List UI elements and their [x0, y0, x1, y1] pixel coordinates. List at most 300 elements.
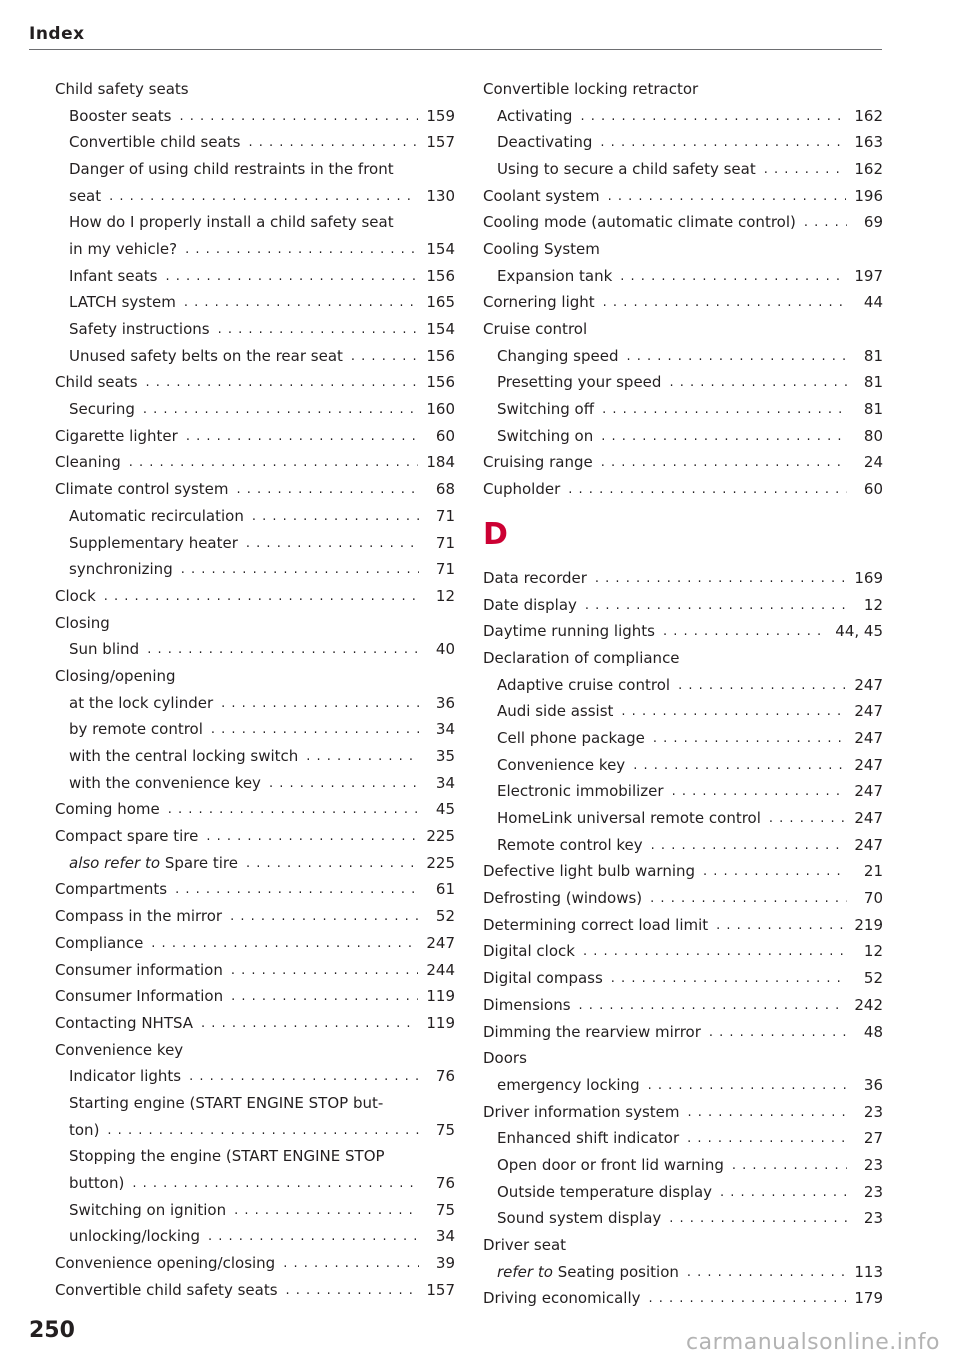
index-subentry — [483, 370, 883, 397]
leader-dots — [147, 643, 419, 656]
index-term: Digital clock — [483, 942, 575, 961]
page-reference[interactable]: 27 — [863, 1129, 883, 1148]
index-term: Consumer information — [55, 960, 223, 979]
index-term: Cleaning — [55, 453, 121, 472]
page-reference[interactable]: 244 — [426, 960, 455, 979]
page-reference[interactable]: 163 — [854, 133, 883, 152]
page-reference[interactable]: 34 — [435, 720, 455, 739]
page-reference[interactable]: 162 — [854, 106, 883, 125]
page-reference[interactable]: 68 — [435, 480, 455, 499]
index-term: Starting engine (START ENGINE STOP but- — [69, 1093, 384, 1112]
page-reference[interactable]: 23 — [863, 1155, 883, 1174]
index-term: Driver information system — [483, 1102, 680, 1121]
index-term: LATCH system — [69, 293, 176, 312]
index-entry — [483, 939, 883, 966]
index-term — [497, 1262, 679, 1281]
page-reference[interactable]: 156 — [426, 266, 455, 285]
leader-dots — [651, 839, 847, 852]
leader-dots — [143, 403, 418, 416]
page-reference[interactable]: 36 — [435, 693, 455, 712]
index-term: Contacting NHTSA — [55, 1013, 194, 1032]
leader-dots — [132, 1177, 419, 1190]
leader-dots — [716, 919, 846, 932]
index-entry — [483, 1019, 883, 1046]
leader-dots — [583, 945, 847, 958]
page-reference[interactable]: 154 — [426, 320, 455, 339]
index-entry — [483, 209, 883, 236]
index-subentry — [483, 805, 883, 832]
leader-dots — [286, 1284, 419, 1297]
index-subentry — [55, 290, 455, 317]
index-column-left — [55, 76, 455, 1304]
index-term: Cell phone package — [497, 728, 645, 747]
index-subentry — [483, 1072, 883, 1099]
page-reference[interactable]: 23 — [863, 1209, 883, 1228]
index-entry — [483, 236, 883, 263]
index-term: Convenience key — [497, 755, 626, 774]
index-term: Stopping the engine (START ENGINE STOP — [69, 1147, 385, 1166]
index-entry — [55, 1277, 455, 1304]
page-reference[interactable]: 225 — [426, 827, 455, 846]
index-term: How do I properly install a child safety seat — [69, 213, 394, 232]
index-entry — [55, 610, 455, 637]
page-reference[interactable]: 69 — [863, 213, 883, 232]
page-reference[interactable]: 247 — [854, 809, 883, 828]
index-term: Sound system display — [497, 1209, 662, 1228]
index-entry — [483, 645, 883, 672]
cross-reference-prefix: refer to — [497, 1262, 553, 1281]
index-term: HomeLink universal remote control — [497, 809, 761, 828]
leader-dots — [146, 376, 419, 389]
leader-dots — [206, 830, 418, 843]
index-term: Infant seats — [69, 266, 158, 285]
page-reference[interactable]: 247 — [854, 728, 883, 747]
index-term: Dimensions — [483, 995, 571, 1014]
page-reference[interactable]: 45 — [435, 800, 455, 819]
index-subentry — [55, 1144, 455, 1171]
index-entry — [483, 1286, 883, 1313]
index-term: Cooling mode (automatic climate control) — [483, 213, 796, 232]
index-term-text: Spare tire — [164, 853, 238, 872]
index-term: Driving economically — [483, 1289, 641, 1308]
page-reference[interactable]: 70 — [863, 889, 883, 908]
page-reference[interactable]: 159 — [426, 106, 455, 125]
page-reference[interactable]: 119 — [426, 1013, 455, 1032]
page-reference[interactable]: 130 — [426, 186, 455, 205]
leader-dots — [720, 1186, 847, 1199]
page-reference[interactable]: 113 — [854, 1262, 883, 1281]
leader-dots — [595, 572, 846, 585]
index-entry — [55, 930, 455, 957]
index-subentry — [483, 129, 883, 156]
page-reference[interactable]: 71 — [435, 506, 455, 525]
leader-dots — [669, 1212, 847, 1225]
page-reference[interactable]: 71 — [435, 533, 455, 552]
index-term: Indicator lights — [69, 1067, 182, 1086]
index-subentry — [55, 743, 455, 770]
leader-dots — [351, 350, 418, 363]
index-entry — [483, 618, 883, 645]
page-reference[interactable]: 247 — [854, 675, 883, 694]
page-reference[interactable]: 247 — [854, 755, 883, 774]
leader-dots — [252, 510, 419, 523]
page-reference[interactable]: 219 — [854, 915, 883, 934]
index-subentry — [55, 1090, 455, 1117]
page-reference[interactable]: 197 — [854, 266, 883, 285]
index-subentry — [483, 1259, 883, 1286]
page-reference[interactable]: 165 — [426, 293, 455, 312]
index-entry — [483, 290, 883, 317]
page-reference[interactable]: 60 — [863, 480, 883, 499]
leader-dots — [626, 350, 847, 363]
index-term-text: Seating position — [557, 1262, 679, 1281]
page-reference[interactable]: 157 — [426, 1280, 455, 1299]
page-reference[interactable]: 44, 45 — [835, 622, 883, 641]
index-subentry — [55, 209, 455, 236]
index-subentry — [55, 636, 455, 663]
page-reference[interactable]: 225 — [426, 853, 455, 872]
page-reference[interactable]: 21 — [863, 862, 883, 881]
page-reference[interactable]: 81 — [863, 400, 883, 419]
page-reference[interactable]: 76 — [435, 1174, 455, 1193]
index-term: at the lock cylinder — [69, 693, 214, 712]
index-term: Compliance — [55, 933, 144, 952]
index-term: Activating — [497, 106, 573, 125]
index-term: Adaptive cruise control — [497, 675, 671, 694]
page-reference[interactable]: 12 — [435, 586, 455, 605]
index-term: Cooling System — [483, 239, 600, 258]
page-reference[interactable]: 242 — [854, 995, 883, 1014]
leader-dots — [185, 243, 418, 256]
index-subentry — [55, 850, 455, 877]
page-reference[interactable]: 52 — [863, 969, 883, 988]
leader-dots — [208, 1230, 419, 1243]
index-subentry — [55, 556, 455, 583]
index-subentry — [55, 316, 455, 343]
leader-dots — [246, 537, 419, 550]
index-term: by remote control — [69, 720, 203, 739]
leader-dots — [184, 296, 419, 309]
index-term: Securing — [69, 400, 135, 419]
page-reference[interactable]: 179 — [854, 1289, 883, 1308]
index-entry — [55, 1250, 455, 1277]
leader-dots — [231, 964, 419, 977]
leader-dots — [568, 483, 847, 496]
page-reference[interactable]: 247 — [854, 782, 883, 801]
index-term: Child safety seats — [55, 79, 189, 98]
watermark: carmanualsonline.info — [686, 1330, 940, 1355]
index-entry — [55, 823, 455, 850]
index-term: Closing — [55, 613, 110, 632]
index-term: in my vehicle? — [69, 239, 178, 258]
leader-dots — [104, 590, 419, 603]
page-reference[interactable]: 184 — [426, 453, 455, 472]
page-reference[interactable]: 154 — [426, 239, 455, 258]
index-term: Declaration of compliance — [483, 648, 680, 667]
index-term: Switching off — [497, 400, 595, 419]
leader-dots — [179, 110, 418, 123]
index-term: Date display — [483, 595, 577, 614]
index-term: Switching on — [497, 426, 594, 445]
leader-dots — [688, 1106, 848, 1119]
index-term: Supplementary heater — [69, 533, 238, 552]
leader-dots — [602, 403, 847, 416]
page-reference[interactable]: 34 — [435, 1227, 455, 1246]
leader-dots — [107, 1124, 419, 1137]
index-term: Cruise control — [483, 320, 588, 339]
leader-dots — [648, 1079, 847, 1092]
index-entry — [483, 912, 883, 939]
index-subentry — [483, 832, 883, 859]
index-term: Automatic recirculation — [69, 506, 244, 525]
index-term: Compartments — [55, 880, 168, 899]
page-reference[interactable]: 247 — [854, 835, 883, 854]
page-reference[interactable]: 156 — [426, 346, 455, 365]
index-subentry — [483, 156, 883, 183]
index-subentry — [55, 156, 455, 183]
index-entry — [55, 583, 455, 610]
leader-dots — [175, 883, 419, 896]
index-term: Electronic immobilizer — [497, 782, 664, 801]
page-reference[interactable]: 75 — [435, 1200, 455, 1219]
index-term: Safety instructions — [69, 320, 210, 339]
index-entry — [483, 592, 883, 619]
index-entry — [483, 859, 883, 886]
index-term — [69, 853, 238, 872]
page-reference[interactable]: 23 — [863, 1182, 883, 1201]
index-entry — [483, 1099, 883, 1126]
leader-dots — [633, 759, 846, 772]
index-term: Data recorder — [483, 568, 587, 587]
page-reference[interactable]: 76 — [435, 1067, 455, 1086]
index-entry — [55, 450, 455, 477]
leader-dots — [650, 892, 847, 905]
leader-dots — [769, 812, 846, 825]
leader-dots — [151, 937, 418, 950]
leader-dots — [611, 972, 847, 985]
page-reference[interactable]: 48 — [863, 1022, 883, 1041]
index-entry — [55, 983, 455, 1010]
index-subentry — [483, 1179, 883, 1206]
leader-dots — [709, 1026, 847, 1039]
index-entry — [55, 370, 455, 397]
page-reference[interactable]: 81 — [863, 373, 883, 392]
leader-dots — [653, 732, 847, 745]
index-entry — [483, 316, 883, 343]
index-subentry — [55, 690, 455, 717]
leader-dots — [201, 1017, 418, 1030]
page-reference[interactable]: 36 — [863, 1075, 883, 1094]
page-reference[interactable]: 157 — [426, 133, 455, 152]
index-term: Cigarette lighter — [55, 426, 178, 445]
index-term: Driver seat — [483, 1236, 567, 1255]
leader-dots — [109, 190, 418, 203]
page-reference[interactable]: 60 — [435, 426, 455, 445]
index-term: Changing speed — [497, 346, 619, 365]
index-entry — [483, 992, 883, 1019]
leader-dots — [663, 625, 827, 638]
leader-dots — [189, 1070, 419, 1083]
index-subentry — [483, 672, 883, 699]
leader-dots — [764, 163, 847, 176]
page-reference[interactable]: 40 — [435, 640, 455, 659]
leader-dots — [181, 563, 419, 576]
index-term: Consumer Information — [55, 987, 224, 1006]
index-term: Convenience key — [55, 1040, 184, 1059]
index-entry — [55, 903, 455, 930]
page-reference[interactable]: 156 — [426, 373, 455, 392]
page-reference[interactable]: 52 — [435, 907, 455, 926]
page-reference[interactable]: 35 — [435, 747, 455, 766]
index-entry — [55, 1037, 455, 1064]
index-entry — [483, 183, 883, 210]
page-reference[interactable]: 34 — [435, 773, 455, 792]
page-reference[interactable]: 160 — [426, 400, 455, 419]
page-reference[interactable]: 81 — [863, 346, 883, 365]
index-term: seat — [69, 186, 102, 205]
leader-dots — [601, 456, 847, 469]
leader-dots — [234, 1204, 419, 1217]
index-term: Booster seats — [69, 106, 172, 125]
page-reference[interactable]: 169 — [854, 568, 883, 587]
index-term: Determining correct load limit — [483, 915, 709, 934]
leader-dots — [687, 1132, 847, 1145]
leader-dots — [269, 777, 419, 790]
index-entry — [483, 76, 883, 103]
index-entry — [483, 885, 883, 912]
leader-dots — [306, 750, 419, 763]
leader-dots — [580, 110, 846, 123]
index-subentry — [55, 717, 455, 744]
leader-dots — [585, 599, 847, 612]
index-subentry — [55, 343, 455, 370]
leader-dots — [168, 803, 419, 816]
leader-dots — [600, 136, 846, 149]
page-reference[interactable]: 12 — [863, 942, 883, 961]
index-term: with the central locking switch — [69, 747, 299, 766]
index-term: Defective light bulb warning — [483, 862, 696, 881]
index-column-right — [483, 76, 883, 1312]
index-term: Audi side assist — [497, 702, 614, 721]
index-term: Defrosting (windows) — [483, 889, 643, 908]
index-subentry — [55, 1170, 455, 1197]
leader-dots — [804, 216, 847, 229]
index-subentry — [55, 129, 455, 156]
leader-dots — [649, 1292, 847, 1305]
index-subentry — [483, 1125, 883, 1152]
page-reference[interactable]: 247 — [426, 933, 455, 952]
index-subentry — [55, 1197, 455, 1224]
index-term: unlocking/locking — [69, 1227, 201, 1246]
page-reference[interactable]: 247 — [854, 702, 883, 721]
page-reference[interactable]: 119 — [426, 987, 455, 1006]
leader-dots — [732, 1159, 847, 1172]
page-reference[interactable]: 80 — [863, 426, 883, 445]
index-term: Expansion tank — [497, 266, 613, 285]
index-entry — [483, 476, 883, 503]
page-reference[interactable]: 75 — [435, 1120, 455, 1139]
index-subentry — [483, 1152, 883, 1179]
index-entry — [55, 797, 455, 824]
index-subentry — [483, 423, 883, 450]
index-term: Convertible child safety seats — [55, 1280, 278, 1299]
index-term: Sun blind — [69, 640, 140, 659]
index-term: Dimming the rearview mirror — [483, 1022, 701, 1041]
index-entry — [55, 1010, 455, 1037]
leader-dots — [601, 430, 847, 443]
index-term: Using to secure a child safety seat — [497, 159, 756, 178]
index-term: synchronizing — [69, 560, 173, 579]
leader-dots — [230, 910, 419, 923]
index-term: Coming home — [55, 800, 160, 819]
index-term: Clock — [55, 586, 96, 605]
leader-dots — [246, 857, 418, 870]
index-letter-heading: D — [483, 516, 508, 552]
leader-dots — [211, 723, 419, 736]
index-term: Convertible locking retractor — [483, 79, 699, 98]
index-term: Convertible child seats — [69, 133, 241, 152]
page-reference[interactable]: 196 — [854, 186, 883, 205]
index-term: Closing/opening — [55, 666, 176, 685]
index-subentry — [55, 263, 455, 290]
index-term: with the convenience key — [69, 773, 261, 792]
leader-dots — [231, 990, 418, 1003]
index-term: Cupholder — [483, 480, 561, 499]
index-term: Cornering light — [483, 293, 595, 312]
index-term: Daytime running lights — [483, 622, 655, 641]
page-reference[interactable]: 61 — [435, 880, 455, 899]
index-subentry — [55, 1224, 455, 1251]
index-subentry — [55, 396, 455, 423]
index-subentry — [483, 752, 883, 779]
leader-dots — [608, 190, 847, 203]
index-subentry — [55, 770, 455, 797]
leader-dots — [603, 296, 847, 309]
index-term: Child seats — [55, 373, 138, 392]
index-term: Coolant system — [483, 186, 600, 205]
index-term: emergency locking — [497, 1075, 640, 1094]
index-entry — [55, 877, 455, 904]
page-reference[interactable]: 44 — [863, 293, 883, 312]
index-term: Outside temperature display — [497, 1182, 713, 1201]
leader-dots — [672, 785, 847, 798]
page-reference[interactable]: 71 — [435, 560, 455, 579]
index-subentry — [483, 698, 883, 725]
cross-reference-prefix: also refer to — [69, 853, 161, 872]
index-subentry — [55, 236, 455, 263]
leader-dots — [129, 456, 419, 469]
page-reference[interactable]: 39 — [435, 1254, 455, 1273]
index-entry — [483, 965, 883, 992]
leader-dots — [620, 270, 846, 283]
page-reference[interactable]: 162 — [854, 159, 883, 178]
page-reference[interactable]: 12 — [863, 595, 883, 614]
index-term: Deactivating — [497, 133, 593, 152]
page-reference[interactable]: 24 — [863, 453, 883, 472]
index-entry — [483, 1045, 883, 1072]
index-term: Remote control key — [497, 835, 643, 854]
index-term: Climate control system — [55, 480, 229, 499]
index-term: Cruising range — [483, 453, 593, 472]
leader-dots — [621, 705, 846, 718]
index-subentry — [483, 1206, 883, 1233]
page-reference[interactable]: 23 — [863, 1102, 883, 1121]
index-entry — [55, 663, 455, 690]
header-divider — [29, 49, 882, 50]
leader-dots — [283, 1257, 419, 1270]
leader-dots — [186, 430, 419, 443]
leader-dots — [703, 865, 847, 878]
